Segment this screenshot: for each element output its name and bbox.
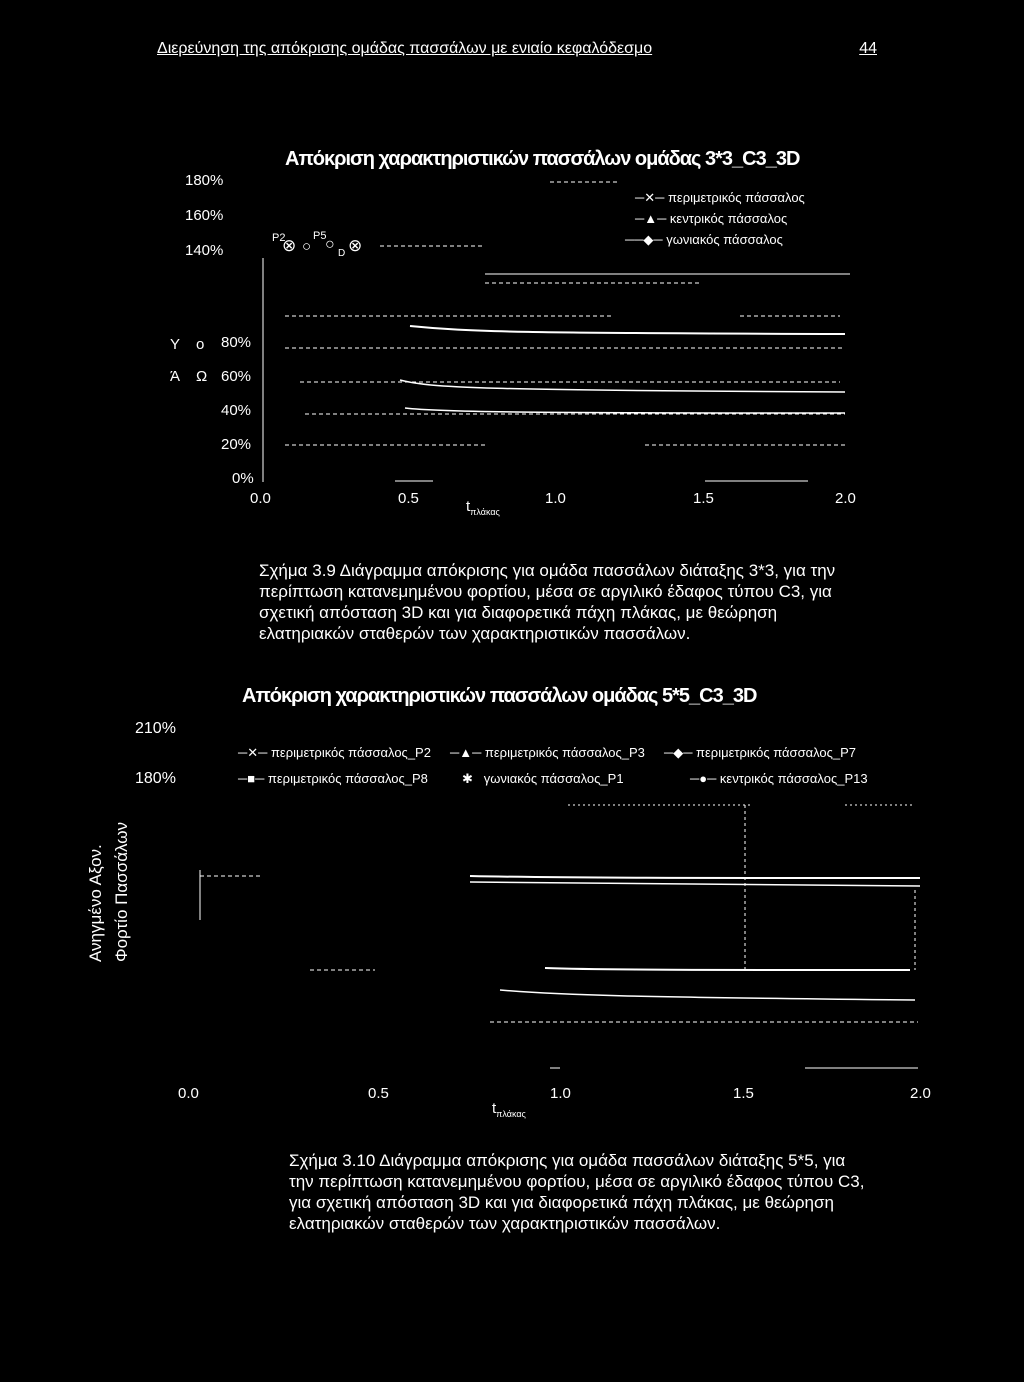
chart1-xtick: 2.0 (835, 490, 856, 507)
star-marker-icon: ✱ (462, 771, 481, 786)
chart1-ytick: 0% (232, 470, 254, 487)
square-marker-icon: ─■─ (238, 771, 265, 786)
page-number: 44 (859, 40, 877, 57)
chart2-title: Απόκριση χαρακτηριστικών πασσάλων ομάδας 5*5_C3_3D (242, 685, 757, 707)
chart2-xtick: 1.0 (550, 1085, 571, 1102)
pile-label-p5: P5 (313, 230, 327, 242)
pile-p2-icon: ⊗ (282, 236, 297, 255)
chart1-xtick: 1.5 (693, 490, 714, 507)
chart1-ylabel-fragment: Ω (196, 368, 208, 385)
chart2-ytick: 180% (135, 770, 176, 787)
chart2-xtick: 1.5 (733, 1085, 754, 1102)
diamond-marker-icon: ──◆─ (625, 232, 663, 247)
triangle-marker-icon: ─▲─ (450, 745, 482, 760)
chart2-series-low (500, 990, 915, 1000)
chart2-legend-label: περιμετρικός πάσσαλος_P7 (696, 745, 857, 760)
cross-marker-icon: ─✕─ (635, 190, 665, 205)
circle-marker-icon: ─●─ (690, 771, 717, 786)
chart1-series-corner (405, 408, 845, 413)
chart2-ylabel-line2: Φορτίο Πασσάλων (112, 821, 131, 962)
chart2-series-high2 (470, 882, 920, 886)
chart2-legend-label: περιμετρικός πάσσαλος_P2 (270, 745, 431, 760)
chart1-ytick: 40% (221, 402, 252, 419)
figure2-caption: Σχήμα 3.10 Διάγραμμα απόκρισης για ομάδα πασσάλων διάταξης 5*5, για την περίπτωση κατανεμημένου φορτίου, μέσα σε αργιλικό έδαφος τύπου C3, για σχετική απόσταση 3D και για διαφορετικά πάχη πλάκας, με θεώρηση ελατηριακών σταθερών των χαρακτηριστικών πασσάλων. (289, 1151, 865, 1233)
pile-center-icon: ○ (325, 236, 335, 253)
chart1-ytick: 80% (221, 334, 252, 351)
chart1-ylabel-fragment: Ά (170, 368, 181, 385)
chart1-series-perimetric (410, 326, 845, 334)
chart2-xtick: 0.0 (178, 1085, 199, 1102)
chart1-legend-label: κεντρικός πάσσαλος (669, 211, 788, 226)
triangle-marker-icon: ─▲─ (635, 211, 667, 226)
chart1-ylabel-fragment: ο (196, 336, 205, 353)
chart2-series-high (470, 876, 920, 878)
chart2-legend-label: κεντρικός πάσσαλος_P13 (719, 771, 868, 786)
chart2-series-mid (545, 968, 910, 970)
chart2-legend-label: γωνιακός πάσσαλος_P1 (483, 771, 624, 786)
chart1-title: Απόκριση χαρακτηριστικών πασσάλων ομάδας 3*3_C3_3D (285, 148, 800, 170)
chart1-xlabel: $t_{\pi\lambda ά\kappa\alpha\varsigma}$ (466, 498, 500, 517)
chart1-legend-label: γωνιακός πάσσαλος (666, 232, 783, 247)
chart1-xtick: 0.5 (398, 490, 419, 507)
chart2-xlabel: $t_{\pi\lambda ά\kappa\alpha\varsigma}$ (492, 1100, 526, 1119)
chart1-xtick: 0.0 (250, 490, 271, 507)
chart1-ytick: 160% (185, 207, 224, 224)
chart2-legend-label: περιμετρικός πάσσαλος_P3 (484, 745, 645, 760)
chart2-xtick: 2.0 (910, 1085, 931, 1102)
diamond-marker-icon: ─◆─ (664, 745, 693, 760)
chart1-legend-label: περιμετρικός πάσσαλος (667, 190, 805, 205)
chart2-ytick: 210% (135, 720, 176, 737)
chart2-ylabel-line1: Ανηγμένο Αξον. (86, 844, 105, 962)
pile-corner-icon: ⊗ (348, 236, 363, 255)
chart1-ytick: 140% (185, 242, 224, 259)
pile-label-d: D (338, 248, 346, 259)
chart1-ytick: 20% (221, 436, 252, 453)
chart2-legend-label: περιμετρικός πάσσαλος_P8 (267, 771, 428, 786)
chart1-xtick: 1.0 (545, 490, 566, 507)
pile-p5-icon: ○ (302, 238, 312, 255)
header-title: Διερεύνηση της απόκρισης ομάδας πασσάλων με ενιαίο κεφαλόδεσμο (157, 40, 653, 57)
chart1-ylabel-fragment: Υ (170, 336, 181, 353)
chart2-xtick: 0.5 (368, 1085, 389, 1102)
figure1-caption: Σχήμα 3.9 Διάγραμμα απόκρισης για ομάδα πασσάλων διάταξης 3*3, για την περίπτωση κατανεμημένου φορτίου, μέσα σε αργιλικό έδαφος τύπου C3, για σχετική απόσταση 3D και για διαφορετικά πάχη πλάκας, με θεώρηση ελατηριακών σταθερών των χαρακτηριστικών πασσάλων. (259, 561, 836, 643)
chart1-ytick: 60% (221, 368, 252, 385)
cross-marker-icon: ─✕─ (238, 745, 268, 760)
pile-label-p2: P2 (272, 232, 286, 244)
chart1-ytick: 180% (185, 172, 224, 189)
